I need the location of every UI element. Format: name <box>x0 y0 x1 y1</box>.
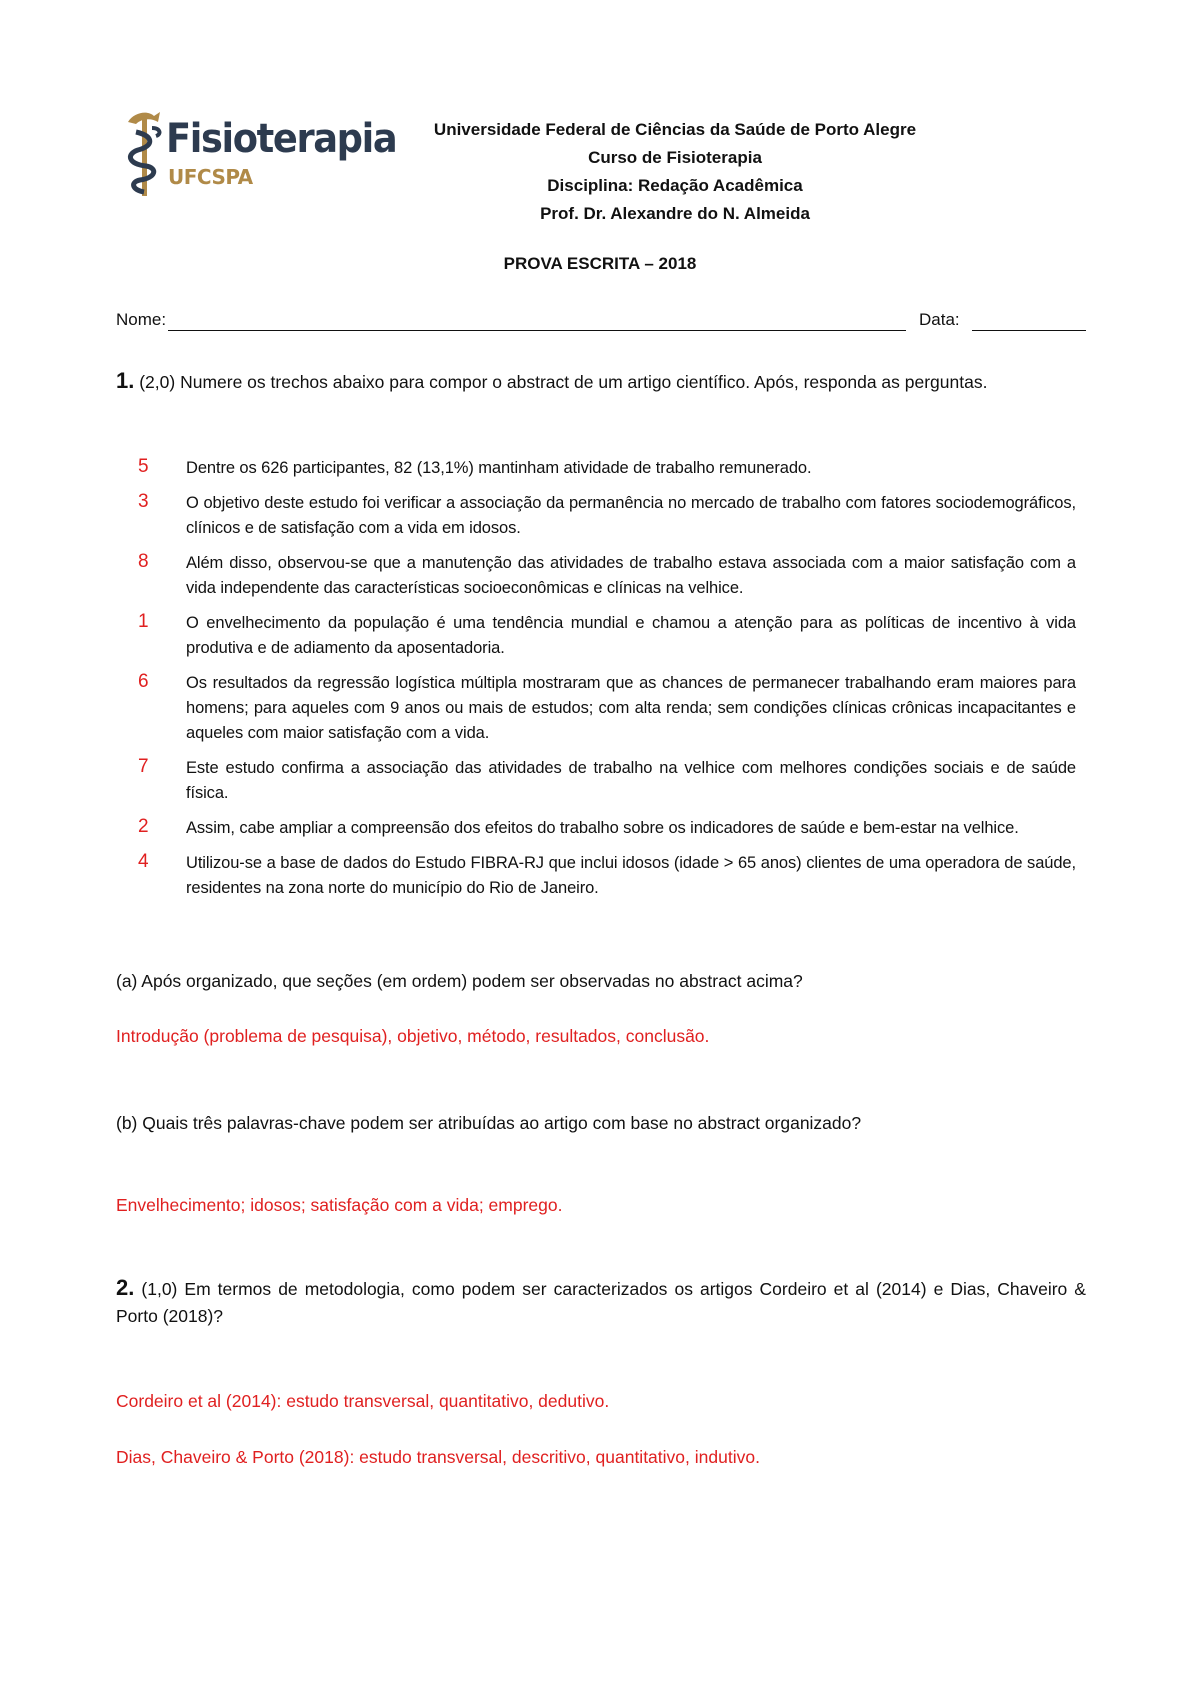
answer-1b: Envelhecimento; idosos; satisfação com a vida; emprego. <box>116 1195 563 1215</box>
item-order-number: 3 <box>138 491 149 512</box>
document-header <box>420 116 930 228</box>
question-2 <box>116 1274 1086 1330</box>
item-order-number: 4 <box>138 851 149 872</box>
list-item <box>138 816 1078 841</box>
item-order-number: 7 <box>138 756 149 777</box>
item-text: Utilizou-se a base de dados do Estudo FIBRA-RJ que inclui idosos (idade > 65 anos) clientes de uma operadora de saúde, residentes na zona norte do município do Rio de Janeiro. <box>186 854 1076 897</box>
caduceus-icon <box>124 108 166 200</box>
item-order-number: 6 <box>138 671 149 692</box>
question-1-number: 1. <box>116 368 135 393</box>
item-text: Dentre os 626 participantes, 82 (13,1%) mantinham atividade de trabalho remunerado. <box>186 459 812 477</box>
item-text: O objetivo deste estudo foi verificar a associação da permanência no mercado de trabalho com fatores sociodemográficos, clínicos e de satisfação com a vida em idosos. <box>186 494 1076 537</box>
item-order-number: 5 <box>138 456 149 477</box>
question-1 <box>116 367 1086 396</box>
university-name: Universidade Federal de Ciências da Saúde de Porto Alegre <box>433 120 917 139</box>
question-2-text: (1,0) Em termos de metodologia, como podem ser caracterizados os artigos Cordeiro et al (2014) e Dias, Chaveiro & Porto (2018)? <box>116 1279 1086 1326</box>
question-1a: (a) Após organizado, que seções (em ordem) podem ser observadas no abstract acima? <box>116 971 803 991</box>
fisioterapia-ufcspa-logo <box>124 108 397 200</box>
name-label: Nome: <box>116 310 167 329</box>
date-field[interactable] <box>972 310 1086 331</box>
answer-2-cordeiro: Cordeiro et al (2014): estudo transversal, quantitativo, dedutivo. <box>116 1391 610 1411</box>
list-item <box>138 671 1078 746</box>
logo-wordmark: Fisioterapia <box>166 116 397 162</box>
course-name: Curso de Fisioterapia <box>588 148 762 167</box>
item-text: Os resultados da regressão logística múltipla mostraram que as chances de permanecer trabalhando eram maiores para homens; para aqueles com 9 anos ou mais de estudos; com alta renda; sem condições clínicas crônicas incapacitantes e aqueles com maior satisfação com a vida. <box>186 674 1076 742</box>
date-label: Data: <box>919 310 960 329</box>
item-order-number: 1 <box>138 611 149 632</box>
list-item <box>138 611 1078 661</box>
question-2-number: 2. <box>116 1275 135 1300</box>
answer-1a: Introdução (problema de pesquisa), objetivo, método, resultados, conclusão. <box>116 1026 710 1046</box>
list-item <box>138 756 1078 806</box>
item-order-number: 2 <box>138 816 149 837</box>
professor-name: Prof. Dr. Alexandre do N. Almeida <box>540 204 810 223</box>
item-text: O envelhecimento da população é uma tendência mundial e chamou a atenção para as políticas de incentivo à vida produtiva e de adiamento da aposentadoria. <box>186 614 1076 657</box>
item-order-number: 8 <box>138 551 149 572</box>
list-item <box>138 551 1078 601</box>
list-item <box>138 456 1078 481</box>
question-1-text: (2,0) Numere os trechos abaixo para compor o abstract de um artigo científico. Após, responda as perguntas. <box>139 372 988 392</box>
item-text: Este estudo confirma a associação das atividades de trabalho na velhice com melhores condições sociais e de saúde física. <box>186 759 1076 802</box>
answer-2-dias: Dias, Chaveiro & Porto (2018): estudo transversal, descritivo, quantitativo, indutivo. <box>116 1447 760 1467</box>
item-text: Além disso, observou-se que a manutenção das atividades de trabalho estava associada com a maior satisfação com a vida independente das características socioeconômicas e clínicas na velhice. <box>186 554 1076 597</box>
list-item <box>138 491 1078 541</box>
question-1b: (b) Quais três palavras-chave podem ser atribuídas ao artigo com base no abstract organizado? <box>116 1113 862 1133</box>
item-text: Assim, cabe ampliar a compreensão dos efeitos do trabalho sobre os indicadores de saúde e bem-estar na velhice. <box>186 819 1019 837</box>
discipline-name: Disciplina: Redação Acadêmica <box>547 176 803 195</box>
exam-title: PROVA ESCRITA – 2018 <box>503 254 697 273</box>
abstract-items-list <box>138 456 1078 911</box>
name-field[interactable] <box>168 310 906 331</box>
list-item <box>138 851 1078 901</box>
logo-subtitle: UFCSPA <box>168 165 253 189</box>
